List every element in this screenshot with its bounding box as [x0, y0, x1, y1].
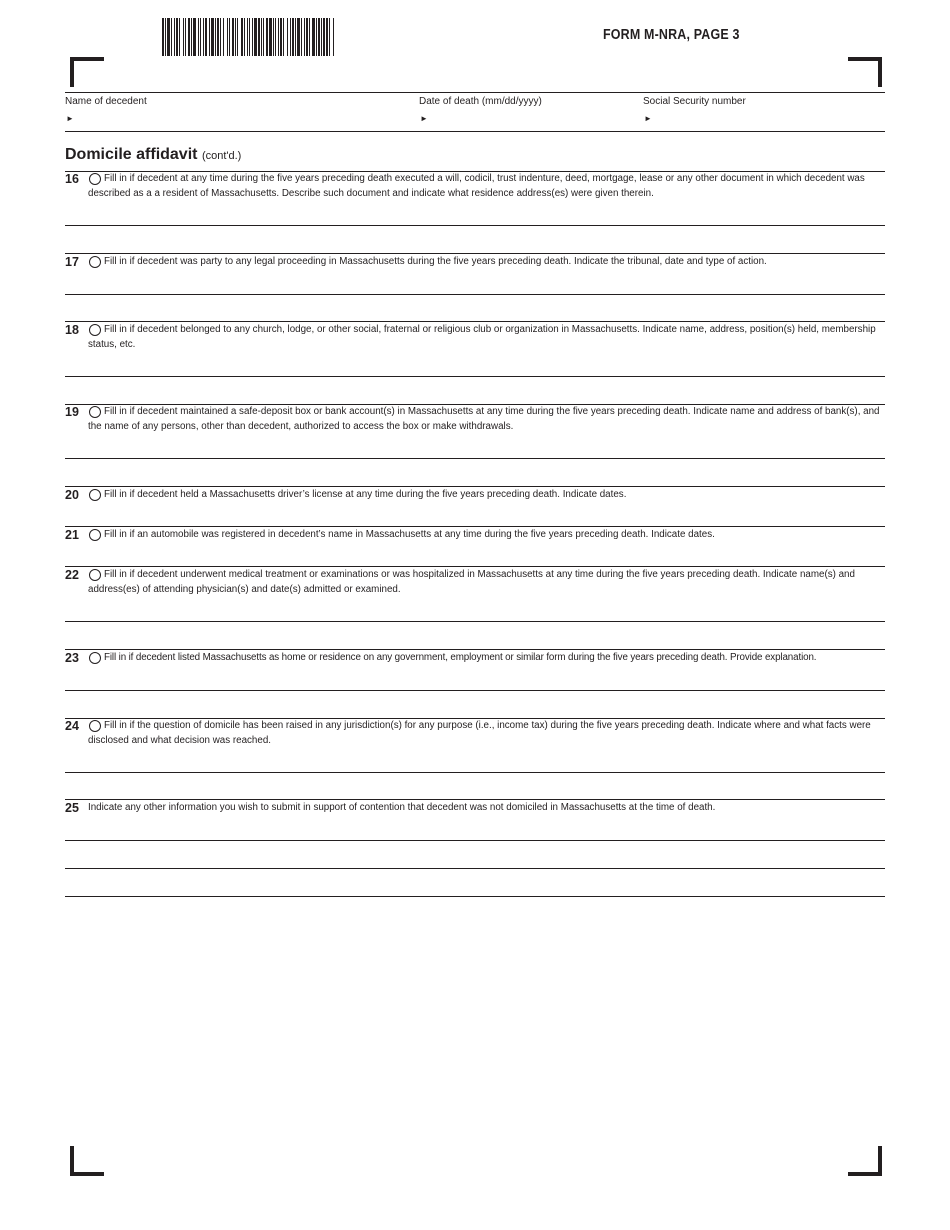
question-23-text: Fill in if decedent listed Massachusetts as home or residence on any government, employment or similar form during the five years preceding death. Provide explanation. — [104, 652, 817, 663]
question-23-top-rule — [65, 649, 885, 650]
crop-mark-bottom-left — [70, 1146, 104, 1176]
question-22-answer-line[interactable] — [65, 621, 885, 622]
question-16-text: Fill in if decedent at any time during the five years preceding death executed a will, codicil, trust indenture, deed, mortgage, lease or any other document in which decedent was described as a a resident of Massachusetts. Describe such document and indicate what residence address(es) were given therein. — [88, 173, 865, 199]
ssn-label: Social Security number — [643, 96, 746, 107]
question-21-top-rule — [65, 526, 885, 527]
question-18-top-rule — [65, 321, 885, 322]
date-of-death-label: Date of death (mm/dd/yyyy) — [419, 96, 542, 107]
question-24-answer-line[interactable] — [65, 772, 885, 773]
header-rule-bottom — [65, 131, 885, 132]
crop-mark-bottom-right — [848, 1146, 882, 1176]
question-25-answer-line-1[interactable] — [65, 840, 885, 841]
section-title — [65, 146, 241, 164]
header-rule-top — [65, 92, 885, 93]
question-17-top-rule — [65, 253, 885, 254]
form-id: FORM M-NRA, PAGE 3 — [603, 27, 740, 43]
crop-mark-top-left — [70, 57, 104, 87]
question-18-answer-line[interactable] — [65, 376, 885, 377]
question-20-text: Fill in if decedent held a Massachusetts driver’s license at any time during the five years preceding death. Indicate dates. — [104, 489, 627, 500]
section-title-contd: (cont'd.) — [201, 150, 242, 162]
question-16-number: 16 — [65, 172, 79, 186]
question-23-number: 23 — [65, 651, 79, 665]
barcode-icon — [162, 18, 470, 56]
question-25-answer-line-2[interactable] — [65, 868, 885, 869]
decedent-name-label: Name of decedent — [65, 96, 147, 107]
question-25-text: Indicate any other information you wish to submit in support of contention that decedent was not domiciled in Massachusetts at the time of death. — [88, 802, 716, 813]
question-19-text: Fill in if decedent maintained a safe-deposit box or bank account(s) in Massachusetts at any time during the five years preceding death. Indicate name and address of bank(s), and the name of any persons, other than decedent, authorized to access the box or make withdrawals. — [88, 406, 880, 432]
question-18-number: 18 — [65, 323, 79, 337]
question-25-number: 25 — [65, 801, 79, 815]
question-21-number: 21 — [65, 528, 79, 542]
question-19-answer-line[interactable] — [65, 458, 885, 459]
date-of-death-field-arrow-icon[interactable]: ► — [420, 114, 428, 123]
question-18-text: Fill in if decedent belonged to any church, lodge, or other social, fraternal or religious club or organization in Massachusetts. Indicate name, address, position(s) held, membership status, etc. — [88, 324, 876, 350]
question-22-number: 22 — [65, 568, 79, 582]
question-25-top-rule — [65, 799, 885, 800]
decedent-name-field-arrow-icon[interactable]: ► — [66, 114, 74, 123]
question-17-number: 17 — [65, 255, 79, 269]
ssn-field-arrow-icon[interactable]: ► — [644, 114, 652, 123]
question-24-text: Fill in if the question of domicile has been raised in any jurisdiction(s) for any purpose (i.e., income tax) during the five years preceding death. Indicate where and what facts were disclosed and what decision was reached. — [88, 720, 871, 746]
question-20-number: 20 — [65, 488, 79, 502]
crop-mark-top-right — [848, 57, 882, 87]
question-22-text: Fill in if decedent underwent medical treatment or examinations or was hospitalized in Massachusetts at any time during the five years preceding death. Indicate name(s) and address(es) of attending physician(s) and date(s) admitted or examined. — [88, 569, 855, 595]
question-17-text: Fill in if decedent was party to any legal proceeding in Massachusetts during the five years preceding death. Indicate the tribunal, date and type of action. — [104, 256, 767, 267]
question-20-top-rule — [65, 486, 885, 487]
question-17-answer-line[interactable] — [65, 294, 885, 295]
question-24-number: 24 — [65, 719, 79, 733]
section-title-text: Domicile affidavit — [65, 146, 198, 163]
question-23-answer-line[interactable] — [65, 690, 885, 691]
question-16-answer-line[interactable] — [65, 225, 885, 226]
question-19-number: 19 — [65, 405, 79, 419]
question-21-text: Fill in if an automobile was registered in decedent’s name in Massachusetts at any time during the five years preceding death. Indicate dates. — [104, 529, 715, 540]
question-22-top-rule — [65, 566, 885, 567]
question-25-answer-line-3[interactable] — [65, 896, 885, 897]
